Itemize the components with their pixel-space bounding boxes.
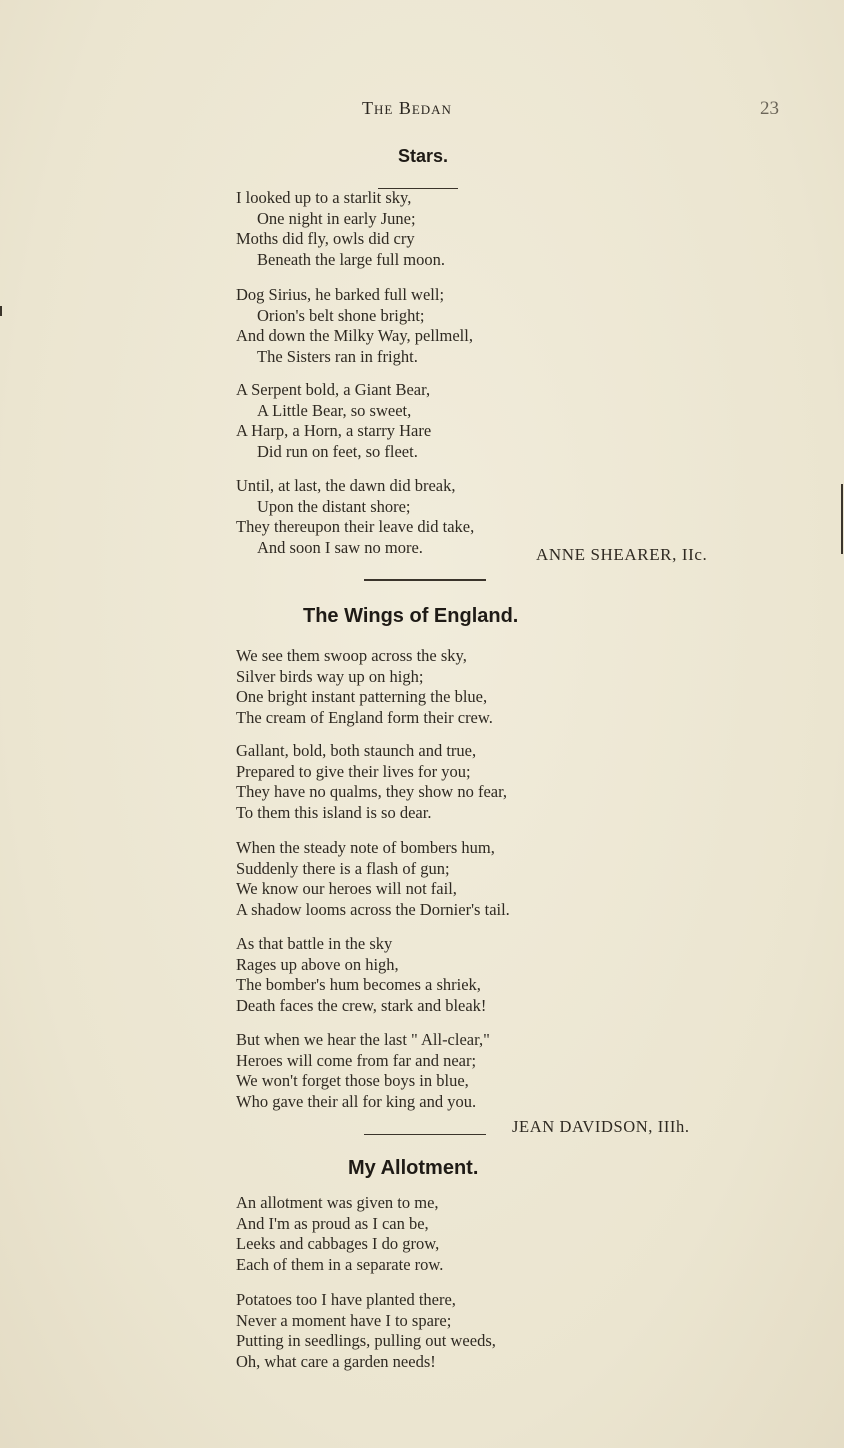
poem-line: Moths did fly, owls did cry bbox=[236, 229, 415, 248]
poem-line: Death faces the crew, stark and bleak! bbox=[236, 995, 487, 1015]
page-edge-mark bbox=[0, 306, 2, 316]
poem-line: Heroes will come from far and near; bbox=[236, 1050, 477, 1070]
poem-line: Leeks and cabbages I do grow, bbox=[236, 1234, 440, 1253]
section-divider bbox=[364, 579, 486, 581]
poem-line: Prepared to give their lives for you; bbox=[236, 761, 471, 781]
poem-line: A Serpent bold, a Giant Bear, bbox=[236, 380, 431, 399]
poem-line: Did run on feet, so fleet. bbox=[257, 441, 418, 461]
poem-title-stars: Stars. bbox=[398, 146, 449, 166]
stanza bbox=[236, 646, 493, 728]
poem-line: Rages up above on high, bbox=[236, 954, 399, 974]
poem-line: Silver birds way up on high; bbox=[236, 666, 424, 686]
poem-line: A Harp, a Horn, a starry Hare bbox=[236, 421, 432, 440]
stanza bbox=[236, 285, 473, 367]
poem-line: Until, at last, the dawn did break, bbox=[236, 476, 456, 495]
poem-line: Suddenly there is a flash of gun; bbox=[236, 858, 450, 878]
poem-line: They have no qualms, they show no fear, bbox=[236, 782, 508, 801]
poem-line: A shadow looms across the Dornier's tail. bbox=[236, 899, 510, 919]
running-title: The Bedan bbox=[362, 98, 452, 118]
poem-line: And down the Milky Way, pellmell, bbox=[236, 326, 473, 345]
stanza bbox=[236, 838, 510, 920]
stanza bbox=[236, 1030, 490, 1112]
page-header bbox=[0, 98, 844, 122]
poem-line: One bright instant patterning the blue, bbox=[236, 687, 488, 706]
poem-title-my-allotment: My Allotment. bbox=[348, 1157, 479, 1179]
section-divider bbox=[364, 1134, 486, 1135]
poem-line: Each of them in a separate row. bbox=[236, 1254, 444, 1274]
poem-line: I looked up to a starlit sky, bbox=[236, 188, 412, 207]
poem-line: The bomber's hum becomes a shriek, bbox=[236, 975, 481, 994]
poem-line: Never a moment have I to spare; bbox=[236, 1310, 452, 1330]
poem-line: When the steady note of bombers hum, bbox=[236, 838, 495, 857]
poem-line: Upon the distant shore; bbox=[257, 496, 411, 516]
poem-line: We won't forget those boys in blue, bbox=[236, 1071, 469, 1090]
stanza bbox=[236, 476, 474, 558]
page-number: 23 bbox=[760, 98, 779, 119]
poem-line: And soon I saw no more. bbox=[257, 537, 423, 557]
poem-line: An allotment was given to me, bbox=[236, 1193, 439, 1212]
poem-line: We see them swoop across the sky, bbox=[236, 646, 467, 665]
page-edge-mark bbox=[841, 484, 843, 554]
poem-line: And I'm as proud as I can be, bbox=[236, 1213, 429, 1233]
stanza bbox=[236, 1193, 443, 1275]
poem-line: But when we hear the last " All-clear," bbox=[236, 1030, 490, 1049]
poem-line: Orion's belt shone bright; bbox=[257, 305, 425, 325]
poem-line: They thereupon their leave did take, bbox=[236, 517, 475, 536]
stanza bbox=[236, 188, 445, 270]
poem-line: To them this island is so dear. bbox=[236, 802, 432, 822]
poem-author: JEAN DAVIDSON, IIIh. bbox=[512, 1117, 690, 1136]
poem-author: ANNE SHEARER, IIc. bbox=[536, 545, 708, 564]
poem-title-wings-of-england: The Wings of England. bbox=[303, 605, 519, 627]
poem-line: Who gave their all for king and you. bbox=[236, 1091, 477, 1111]
poem-line: The Sisters ran in fright. bbox=[257, 346, 418, 366]
stanza bbox=[236, 1290, 496, 1372]
poem-line: Dog Sirius, he barked full well; bbox=[236, 285, 445, 304]
poem-line: As that battle in the sky bbox=[236, 934, 393, 953]
stanza bbox=[236, 741, 507, 823]
poem-line: Gallant, bold, both staunch and true, bbox=[236, 741, 477, 760]
stanza bbox=[236, 380, 431, 462]
poem-line: The cream of England form their crew. bbox=[236, 707, 493, 727]
poem-line: A Little Bear, so sweet, bbox=[257, 400, 412, 420]
poem-line: We know our heroes will not fail, bbox=[236, 879, 457, 898]
poem-line: One night in early June; bbox=[257, 208, 416, 228]
poem-line: Oh, what care a garden needs! bbox=[236, 1351, 436, 1371]
poem-line: Putting in seedlings, pulling out weeds, bbox=[236, 1331, 496, 1350]
poem-line: Potatoes too I have planted there, bbox=[236, 1290, 456, 1309]
stanza bbox=[236, 934, 486, 1016]
poem-line: Beneath the large full moon. bbox=[257, 249, 446, 269]
